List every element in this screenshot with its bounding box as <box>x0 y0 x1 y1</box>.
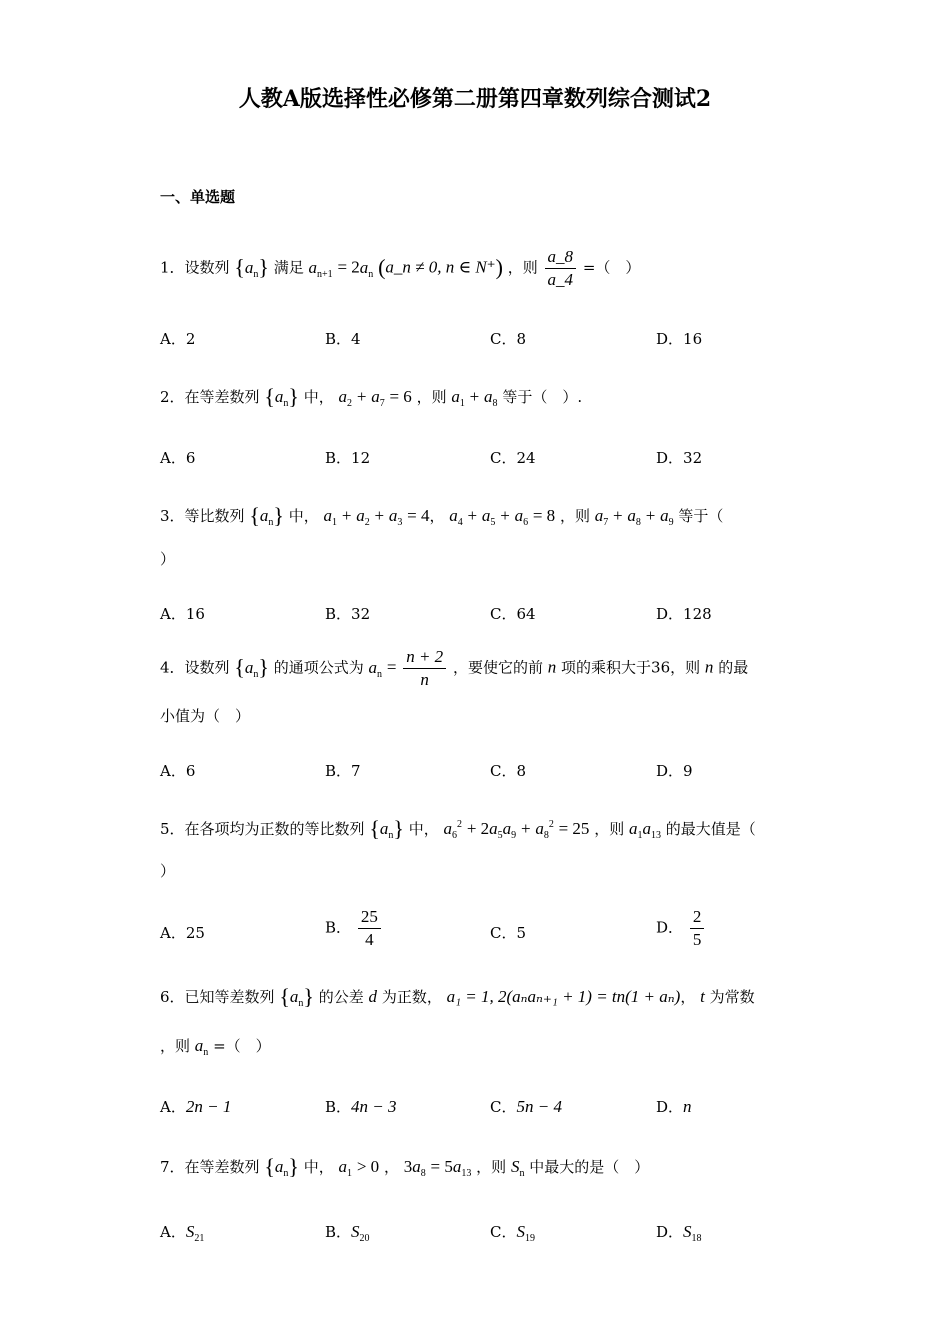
question-1-frac-den: a_4 <box>547 270 574 289</box>
q1-option-a[interactable]: A．2 <box>160 330 196 348</box>
q4-option-a[interactable]: A．6 <box>160 762 196 780</box>
q5-option-b-num: 25 <box>358 906 381 929</box>
q5-option-d-num: 2 <box>690 906 705 929</box>
question-5-text: 中， <box>408 820 439 838</box>
q5-option-b-den: 4 <box>365 930 374 949</box>
question-1-frac-num: a_8 <box>545 246 577 269</box>
q2-option-a[interactable]: A．6 <box>160 449 196 467</box>
q1-option-c[interactable]: C．8 <box>490 330 527 348</box>
question-2: 2．在等差数列 $\{a_n\}$ 中， $a_2 + a_7 = 6$ ，则 $a_1 + a_8$ 等于（ ）. <box>160 384 583 409</box>
question-2-then: ，则 <box>416 388 447 406</box>
question-6-text2: 为正数， <box>381 988 442 1006</box>
question-3-prefix: 3．等比数列 <box>160 507 245 525</box>
question-6-suffix: 为常数 <box>709 988 755 1006</box>
question-4-text: 的通项公式为 <box>273 658 364 677</box>
question-3-text: 中， <box>288 507 319 525</box>
question-7-text: 中， <box>303 1158 334 1176</box>
q1-option-b[interactable]: B．4 <box>325 330 361 348</box>
document-title: 人教A版选择性必修第二册第四章数列综合测试2 <box>238 86 712 112</box>
question-5-suffix: 的最大值是（ <box>665 820 756 838</box>
question-4-mid2: 项的乘积大于36，则 <box>561 658 701 677</box>
question-6-line2: ，则 $a_n$ =（ ） <box>160 1036 271 1058</box>
question-7-then: ， <box>383 1158 399 1176</box>
q3-option-a[interactable]: A．16 <box>160 605 205 623</box>
question-2-prefix: 2．在等差数列 <box>160 388 260 406</box>
q6-option-d[interactable]: D．n <box>656 1097 692 1116</box>
question-5: 5．在各项均为正数的等比数列 $\{a_n\}$ 中， $a_6^2 + 2a_5a_9 + a_8^2 = 25$ ，则 $a_1a_{13}$ 的最大值是（ <box>160 816 756 841</box>
q2-option-c[interactable]: C．24 <box>490 449 536 467</box>
q6-option-a[interactable]: A．2n − 1 <box>160 1097 232 1116</box>
q3-option-d[interactable]: D．128 <box>656 605 712 623</box>
section-heading: 一、单选题 <box>160 188 236 206</box>
q5-option-b[interactable]: B． $\frac{25}{4}$ <box>325 906 383 951</box>
q4-option-b[interactable]: B．7 <box>325 762 361 780</box>
q5-option-d-den: 5 <box>692 930 702 949</box>
question-4-frac-den: n <box>420 670 429 689</box>
q7-option-d[interactable]: D．$S_{18}$ <box>656 1222 702 1244</box>
question-5-line2: ） <box>160 862 176 880</box>
question-3: 3．等比数列 $\{a_n\}$ 中， $a_1 + a_2 + a_3 = 4$， $a_4 + a_5 + a_6 = 8$ ，则 $a_7 + a_8 + a_9$ 等于（ <box>160 503 724 528</box>
q5-option-d[interactable]: D． $\frac{2}{5}$ <box>656 906 706 951</box>
question-2-suffix: 等于（ ）. <box>502 388 583 406</box>
q2-option-d[interactable]: D．32 <box>656 449 703 467</box>
q4-option-d[interactable]: D．9 <box>656 762 693 780</box>
q3-option-c[interactable]: C．64 <box>490 605 536 623</box>
question-5-prefix: 5．在各项均为正数的等比数列 <box>160 820 365 838</box>
question-7-prefix: 7．在等差数列 <box>160 1158 260 1176</box>
question-2-text: 中， <box>303 388 334 406</box>
question-6-prefix: 6．已知等差数列 <box>160 988 275 1006</box>
q3-option-b[interactable]: B．32 <box>325 605 371 623</box>
question-1-mid: 满足 <box>273 258 304 277</box>
question-3-line2: ） <box>160 550 176 568</box>
question-5-then: ，则 <box>594 820 625 838</box>
question-3-suffix: 等于（ <box>678 507 724 525</box>
question-1-prefix: 1．设数列 <box>160 258 230 277</box>
q7-option-c[interactable]: C．$S_{19}$ <box>490 1222 535 1244</box>
question-1: 1．设数列 $\{a_n\}$ 满足 $a_{n+1} = 2a_n$ (a_n ≠ 0, n ∈ N⁺) ，则 $\frac{a\_8}{a\_4}$ =（ ） <box>160 247 641 289</box>
question-4-line2: 小值为（ ） <box>160 707 251 725</box>
q5-option-a[interactable]: A．25 <box>160 924 205 942</box>
question-1-then: ，则 <box>507 258 538 277</box>
q6-option-c[interactable]: C．5n − 4 <box>490 1097 562 1116</box>
question-7-then2: ，则 <box>476 1158 507 1176</box>
question-6: 6．已知等差数列 $\{a_n\}$ 的公差 d 为正数， a₁ = 1, 2(aₙaₙ₊₁ + 1) = tn(1 + aₙ)， t 为常数 <box>160 984 755 1009</box>
q2-option-b[interactable]: B．12 <box>325 449 371 467</box>
question-4-suffix: 的最 <box>718 658 749 677</box>
question-4: 4．设数列 $\{a_n\}$ 的通项公式为 $a_n$ = $\frac{n + 2}{n}$ ，要使它的前 n 项的乘积大于36，则 n 的最 <box>160 647 749 689</box>
q1-option-d[interactable]: D．16 <box>656 330 703 348</box>
q4-option-c[interactable]: C．8 <box>490 762 527 780</box>
question-1-suffix: =（ ） <box>582 258 641 277</box>
q7-option-a[interactable]: A．$S_{21}$ <box>160 1222 205 1244</box>
q7-option-b[interactable]: B．$S_{20}$ <box>325 1222 370 1244</box>
question-7: 7．在等差数列 $\{a_n\}$ 中， $a_1 > 0$ ， $3a_8 = 5a_{13}$ ，则 $S_n$ 中最大的是（ ） <box>160 1154 650 1179</box>
question-6-equation: a₁ = 1, 2(aₙaₙ₊₁ + 1) = tn(1 + aₙ) <box>446 987 681 1006</box>
question-7-suffix: 中最大的是（ ） <box>529 1158 650 1176</box>
question-4-frac-num: n + 2 <box>403 646 446 669</box>
question-4-prefix: 4．设数列 <box>160 658 230 677</box>
q6-option-b[interactable]: B．4n − 3 <box>325 1097 397 1116</box>
question-6-text: 的公差 <box>318 988 364 1006</box>
question-1-condition: a_n ≠ 0, n ∈ N⁺ <box>385 257 496 277</box>
question-3-then: ，则 <box>559 507 590 525</box>
question-4-mid: ，要使它的前 <box>452 658 543 677</box>
q5-option-c[interactable]: C．5 <box>490 924 527 942</box>
